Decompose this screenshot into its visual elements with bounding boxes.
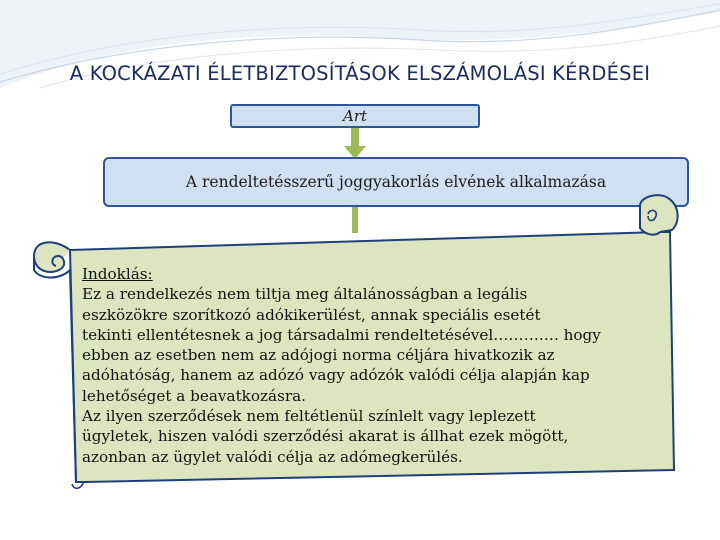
scroll-line: adóhatóság, hanem az adózó vagy adózók valódi célja alapján kap [82,366,590,385]
scroll-line: Ez a rendelkezés nem tiltja meg általánosságban a legális [82,285,528,304]
scroll-left-edge [34,256,76,482]
scroll-line: ebben az esetben nem az adójogi norma céljára hivatkozik az [82,346,555,365]
slide-title: A KOCKÁZATI ÉLETBIZTOSÍTÁSOK ELSZÁMOLÁSI KÉRDÉSEI [69,62,651,85]
scroll-line: eszközökre szorítkozó adókikerülést, annak speciális esetét [82,305,541,324]
scroll-line: tekinti ellentétesnek a jog társadalmi rendeltetésével…………. hogy [82,325,601,344]
principle-box: A rendeltetésszerű joggyakorlás elvének alkalmazása [103,157,689,207]
scroll-left-curl [34,242,70,272]
scroll-text [82,264,672,467]
scroll-line: azonban az ügylet valódi célja az adómegkerülés. [82,447,463,466]
scroll-line: Az ilyen szerződések nem feltétlenül színlelt vagy leplezett [82,407,536,426]
scroll-line: ügyletek, hiszen valódi szerződési akarat is állhat ezek mögött, [82,427,569,446]
scroll-line: lehetőséget a beavatkozásra. [82,386,307,405]
scroll-heading: Indoklás: [82,265,153,283]
art-label-box: Art [230,104,480,128]
